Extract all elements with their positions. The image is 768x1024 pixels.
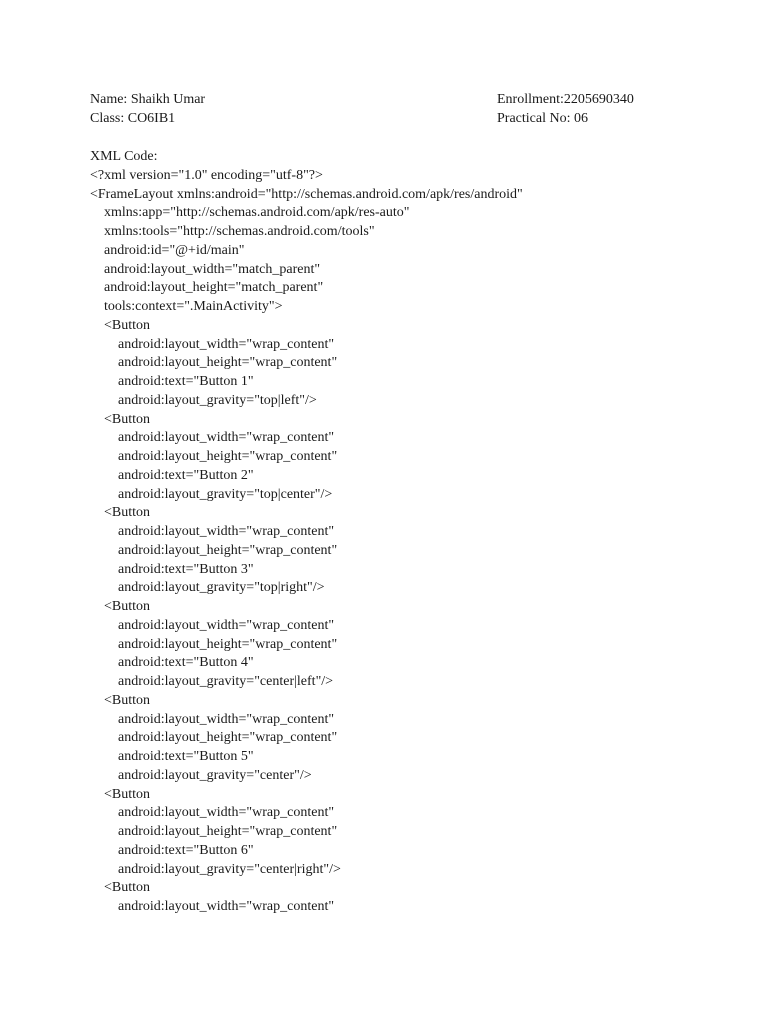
code-line: <Button (104, 411, 151, 427)
student-name: Name: Shaikh Umar (90, 92, 206, 107)
practical-number: Practical No: 06 (497, 110, 588, 126)
code-line: xmlns:tools="http://schemas.android.com/tools" (104, 224, 375, 239)
code-line: android:layout_gravity="top|right"/> (118, 580, 325, 596)
code-line: <Button (104, 786, 151, 802)
code-heading: XML Code: (90, 149, 158, 164)
student-class: Class: CO6IB1 (90, 110, 176, 126)
code-line: android:text="Button 6" (118, 842, 254, 858)
code-line: android:layout_height="wrap_content" (118, 542, 338, 558)
practical-info (497, 91, 634, 129)
code-line: <Button (104, 317, 151, 333)
code-line: android:text="Button 1" (118, 374, 254, 389)
code-line: android:layout_width="wrap_content" (118, 899, 335, 914)
xml-code-block (90, 148, 523, 917)
code-line: android:layout_width="wrap_content" (118, 805, 335, 821)
code-line: android:layout_gravity="center|left"/> (118, 674, 334, 689)
code-line: android:layout_width="wrap_content" (118, 336, 335, 352)
code-line: android:layout_height="match_parent" (104, 280, 324, 296)
code-line: android:layout_height="wrap_content" (118, 730, 338, 746)
code-line: android:layout_width="wrap_content" (118, 430, 335, 446)
code-line: xmlns:app="http://schemas.android.com/apk/res-auto" (104, 205, 410, 221)
code-line: <FrameLayout xmlns:android="http://schemas.android.com/apk/res/android" (90, 186, 523, 202)
code-line: android:id="@+id/main" (104, 242, 245, 258)
code-line: android:layout_height="wrap_content" (118, 449, 338, 464)
code-line: <Button (104, 692, 151, 708)
code-line: android:text="Button 2" (118, 467, 254, 483)
code-line: android:layout_height="wrap_content" (118, 824, 338, 839)
code-line: <Button (104, 880, 151, 896)
code-line: android:layout_width="wrap_content" (118, 524, 335, 539)
code-line: android:text="Button 5" (118, 749, 254, 764)
code-line: tools:context=".MainActivity"> (104, 299, 283, 314)
code-line: android:layout_height="wrap_content" (118, 636, 338, 652)
code-line: android:layout_gravity="center|right"/> (118, 861, 341, 877)
code-line: android:layout_width="wrap_content" (118, 711, 335, 727)
code-line: android:text="Button 3" (118, 561, 254, 577)
code-line: android:layout_height="wrap_content" (118, 355, 338, 371)
code-line: android:layout_width="match_parent" (104, 261, 321, 277)
code-line: <Button (104, 599, 151, 614)
code-line: <?xml version="1.0" encoding="utf-8"?> (90, 167, 323, 183)
code-line: android:layout_gravity="top|left"/> (118, 392, 317, 408)
enrollment-number: Enrollment:2205690340 (497, 92, 634, 107)
student-info (90, 91, 205, 129)
code-line: <Button (104, 505, 151, 521)
code-line: android:layout_width="wrap_content" (118, 617, 335, 633)
code-line: android:layout_gravity="top|center"/> (118, 486, 333, 502)
code-line: android:layout_gravity="center"/> (118, 767, 312, 783)
code-line: android:text="Button 4" (118, 655, 254, 671)
